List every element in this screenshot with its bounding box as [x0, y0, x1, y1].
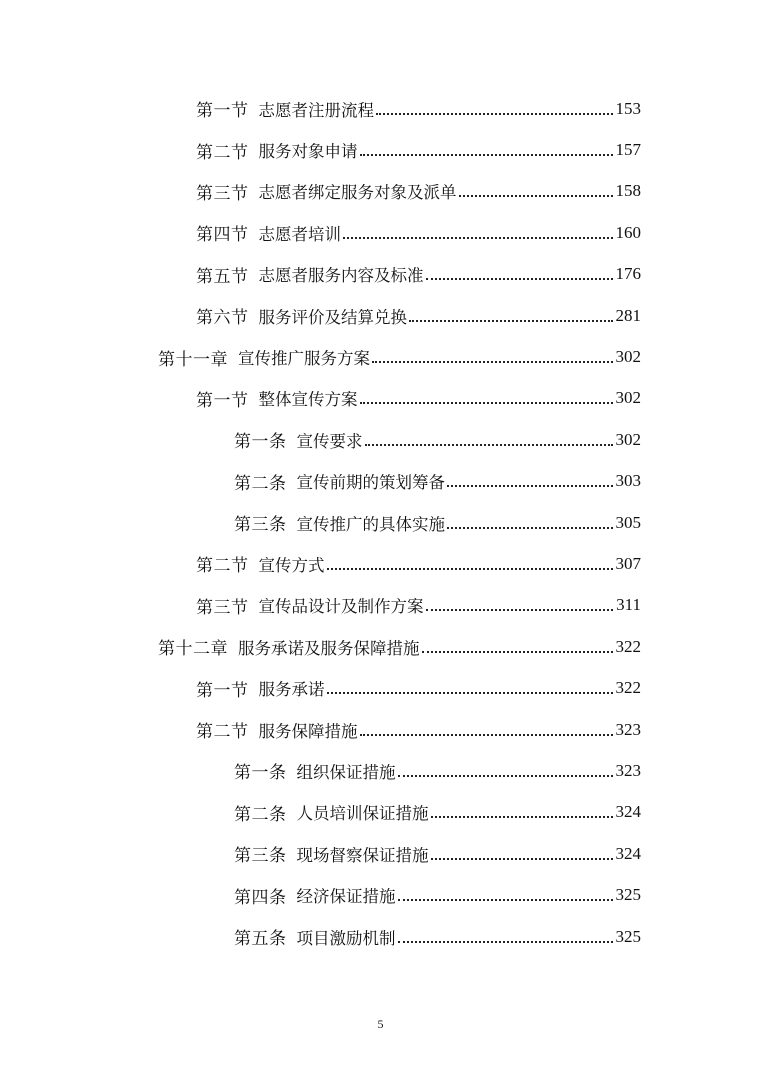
toc-entry-title: 人员培训保证措施 [296, 804, 429, 824]
toc-dot-leader [447, 471, 613, 491]
toc-entry-number: 第二条 [234, 473, 287, 494]
toc-dot-leader [431, 802, 614, 822]
toc-entry-number: 第一节 [196, 101, 249, 122]
toc-entry[interactable] [0, 667, 761, 708]
toc-dot-leader [447, 513, 613, 533]
toc-entry[interactable] [0, 461, 761, 502]
toc-entry-page: 157 [615, 140, 641, 160]
toc-entry-number: 第三节 [196, 597, 249, 618]
toc-dot-leader [398, 885, 614, 905]
toc-entry-title: 志愿者注册流程 [258, 100, 374, 120]
toc-entry-number: 第十一章 [158, 349, 228, 370]
toc-entry-number: 第二节 [196, 722, 249, 743]
toc-entry-number: 第一节 [196, 390, 249, 411]
toc-entry-number: 第一条 [234, 432, 287, 453]
toc-entry-page: 322 [615, 636, 641, 656]
toc-entry-title: 宣传要求 [296, 431, 363, 451]
toc-entry[interactable] [0, 709, 761, 750]
page-number: 5 [377, 1017, 384, 1031]
toc-entry-page: 176 [615, 264, 641, 284]
toc-entry-title: 整体宣传方案 [258, 390, 358, 410]
toc-entry-title: 组织保证措施 [296, 762, 396, 782]
toc-entry[interactable] [0, 212, 761, 253]
toc-entry[interactable] [0, 171, 761, 212]
toc-entry-page: 153 [615, 98, 641, 118]
table-of-contents [0, 88, 761, 957]
toc-entry[interactable] [0, 916, 761, 957]
toc-entry-page: 322 [615, 678, 641, 698]
toc-entry-title: 宣传品设计及制作方案 [258, 597, 424, 617]
toc-entry-page: 307 [615, 553, 641, 573]
toc-entry-number: 第五条 [234, 929, 287, 949]
toc-entry-number: 第六节 [196, 308, 249, 329]
toc-dot-leader [409, 306, 613, 326]
toc-dot-leader [327, 554, 614, 574]
toc-entry[interactable] [0, 792, 761, 833]
toc-entry-title: 服务评价及结算兑换 [258, 307, 407, 327]
toc-entry-title: 服务承诺 [258, 680, 325, 700]
toc-dot-leader [431, 844, 614, 864]
toc-dot-leader [360, 140, 614, 160]
toc-entry[interactable] [0, 378, 761, 419]
toc-dot-leader [376, 99, 613, 119]
toc-dot-leader [372, 347, 613, 367]
toc-dot-leader [360, 388, 614, 408]
toc-entry-title: 志愿者服务内容及标准 [258, 266, 424, 286]
toc-entry-number: 第一节 [196, 680, 249, 701]
toc-entry-page: 324 [615, 802, 641, 822]
toc-entry[interactable] [0, 543, 761, 584]
toc-dot-leader [398, 927, 614, 947]
toc-entry-title: 志愿者绑定服务对象及派单 [258, 183, 457, 203]
toc-entry-number: 第二条 [234, 804, 287, 825]
toc-entry-number: 第四条 [234, 887, 287, 908]
toc-entry[interactable] [0, 874, 761, 915]
toc-entry-page: 323 [615, 760, 641, 780]
toc-entry[interactable] [0, 585, 761, 626]
toc-entry-page: 324 [615, 843, 641, 863]
toc-entry-page: 160 [615, 222, 641, 242]
toc-entry-page: 158 [615, 181, 641, 201]
toc-entry[interactable] [0, 88, 761, 129]
toc-entry-title: 宣传推广的具体实施 [296, 514, 445, 534]
toc-dot-leader [422, 637, 614, 657]
toc-entry[interactable] [0, 419, 761, 460]
toc-entry-number: 第二节 [196, 142, 249, 163]
toc-entry-page: 325 [615, 885, 641, 905]
toc-entry-title: 宣传方式 [258, 555, 325, 575]
toc-entry-number: 第三条 [234, 515, 287, 536]
toc-entry-page: 303 [615, 471, 641, 491]
toc-entry-page: 302 [615, 388, 641, 408]
toc-entry-title: 志愿者培训 [258, 224, 341, 244]
toc-dot-leader [398, 761, 614, 781]
toc-entry-title: 项目激励机制 [296, 928, 396, 948]
toc-entry-title: 经济保证措施 [296, 887, 396, 907]
toc-entry[interactable] [0, 626, 761, 667]
toc-entry-title: 服务对象申请 [258, 142, 358, 162]
toc-entry-title: 宣传前期的策划筹备 [296, 473, 445, 493]
toc-entry-title: 现场督察保证措施 [296, 845, 429, 865]
toc-entry-title: 服务承诺及服务保障措施 [238, 638, 420, 658]
toc-entry[interactable] [0, 750, 761, 791]
toc-entry-page: 302 [615, 347, 641, 367]
toc-dot-leader [365, 430, 614, 450]
toc-entry[interactable] [0, 254, 761, 295]
toc-entry-number: 第三条 [234, 846, 287, 867]
toc-entry-title: 服务保障措施 [258, 721, 358, 741]
toc-dot-leader [459, 181, 614, 201]
toc-dot-leader [426, 595, 614, 615]
toc-dot-leader [343, 223, 613, 243]
toc-entry-number: 第二节 [196, 556, 249, 577]
toc-entry[interactable] [0, 295, 761, 336]
toc-entry-number: 第四节 [196, 225, 249, 246]
toc-entry[interactable] [0, 336, 761, 377]
toc-entry-title: 宣传推广服务方案 [238, 349, 370, 369]
toc-entry-page: 323 [615, 719, 641, 739]
toc-entry-number: 第三节 [196, 183, 249, 204]
toc-entry-number: 第一条 [234, 763, 287, 784]
toc-entry-page: 302 [615, 429, 641, 449]
toc-entry[interactable] [0, 502, 761, 543]
toc-dot-leader [327, 678, 614, 698]
toc-entry-page: 305 [615, 512, 641, 532]
toc-entry[interactable] [0, 833, 761, 874]
toc-entry-page: 311 [616, 595, 641, 615]
toc-entry-page: 281 [615, 305, 641, 325]
toc-entry[interactable] [0, 129, 761, 170]
toc-dot-leader [426, 264, 614, 284]
toc-dot-leader [360, 720, 614, 740]
toc-entry-number: 第十二章 [158, 639, 228, 660]
toc-entry-page: 325 [615, 926, 641, 946]
toc-entry-number: 第五节 [196, 266, 249, 287]
